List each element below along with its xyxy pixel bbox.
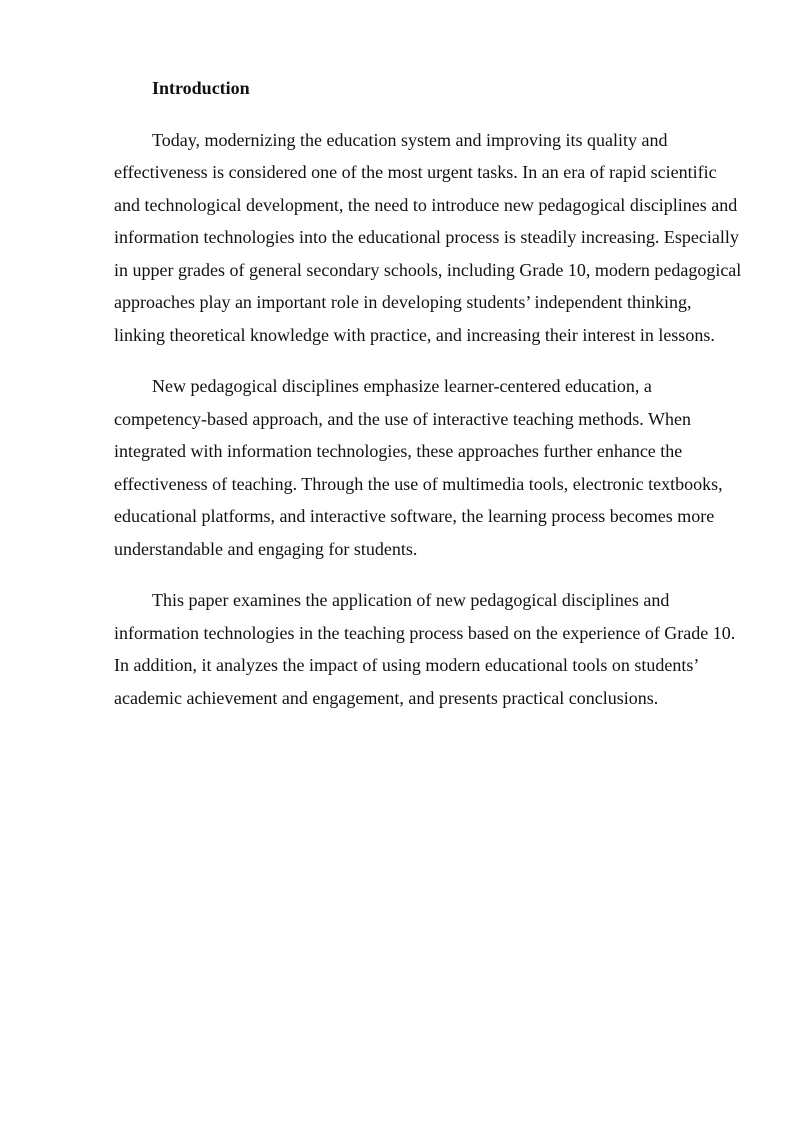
document-body — [114, 72, 746, 733]
section-heading: Introduction — [152, 78, 250, 98]
paragraph-1: Today, modernizing the education system and improving its quality and effectiveness is considered one of the most urgent tasks. In an era of rapid scientific and technological development, the need to introduce new pedagogical disciplines and information technologies into the educational process is steadily increasing. Especially in upper grades of general secondary schools, including Grade 10, modern pedagogical approaches play an important role in developing students’ independent thinking, linking theoretical knowledge with practice, and increasing their interest in lessons. — [114, 129, 742, 345]
paragraph-3: This paper examines the application of new pedagogical disciplines and information technologies in the teaching process based on the experience of Grade 10. In addition, it analyzes the impact of using modern educational tools on students’ academic achievement and engagement, and presents practical conclusions. — [114, 590, 736, 708]
paragraph-2: New pedagogical disciplines emphasize learner-centered education, a competency-based approach, and the use of interactive teaching methods. When integrated with information technologies, these approaches further enhance the effectiveness of teaching. Through the use of multimedia tools, electronic textbooks, educational platforms, and interactive software, the learning process becomes more understandable and engaging for students. — [114, 376, 723, 559]
